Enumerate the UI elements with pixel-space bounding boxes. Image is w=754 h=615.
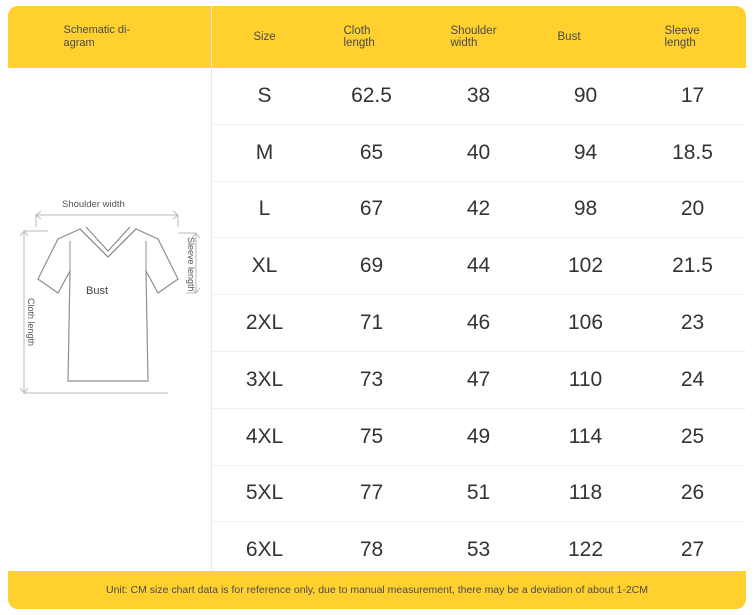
header-cell-shoulder-width bbox=[425, 6, 532, 68]
cell-cloth-length: 71 bbox=[359, 311, 384, 335]
shirt-schematic bbox=[18, 193, 208, 473]
header-label-cloth-line1: Cloth bbox=[343, 25, 371, 37]
cell-sleeve-length: 17 bbox=[680, 83, 705, 107]
diagram-label-shoulder-width: Shoulder width bbox=[62, 199, 125, 210]
cell-sleeve-length: 23 bbox=[680, 311, 705, 335]
table-row bbox=[211, 238, 746, 295]
cell-bust: 94 bbox=[573, 140, 598, 164]
cell-cloth-length: 73 bbox=[359, 367, 384, 391]
header-label-sleeve-length bbox=[665, 25, 721, 49]
cell-size: L bbox=[258, 197, 271, 221]
diagram-label-bust: Bust bbox=[86, 285, 109, 297]
cell-size: S bbox=[257, 83, 272, 107]
cell-cloth-length: 69 bbox=[359, 254, 384, 278]
table-row bbox=[211, 68, 746, 125]
cell-shoulder-width: 53 bbox=[466, 538, 491, 562]
header-cell-size bbox=[211, 6, 318, 68]
cell-shoulder-width: 51 bbox=[466, 481, 491, 505]
cell-cloth-length: 75 bbox=[359, 424, 384, 448]
cell-cloth-length: 78 bbox=[359, 538, 384, 562]
cell-sleeve-length: 21.5 bbox=[672, 254, 713, 278]
cell-size: 2XL bbox=[245, 311, 284, 335]
cell-bust: 98 bbox=[573, 197, 598, 221]
cell-bust: 118 bbox=[568, 481, 603, 505]
table-row bbox=[211, 466, 746, 523]
header-label-size: Size bbox=[253, 31, 276, 43]
cell-shoulder-width: 49 bbox=[466, 424, 491, 448]
header-label-sleeve-line1: Sleeve bbox=[664, 25, 700, 37]
cell-cloth-length: 77 bbox=[359, 481, 384, 505]
schematic-diagram-label: Schematic di-agram bbox=[63, 24, 131, 49]
cell-bust: 110 bbox=[568, 367, 603, 391]
cell-size: 4XL bbox=[245, 424, 284, 448]
table-row bbox=[211, 182, 746, 239]
cell-sleeve-length: 27 bbox=[680, 538, 705, 562]
table-row bbox=[211, 125, 746, 182]
cell-sleeve-length: 26 bbox=[680, 481, 705, 505]
shirt-diagram-svg bbox=[18, 193, 208, 473]
cell-sleeve-length: 25 bbox=[680, 424, 705, 448]
schematic-diagram-header bbox=[8, 6, 211, 68]
cell-bust: 90 bbox=[573, 83, 598, 107]
cell-bust: 106 bbox=[567, 311, 604, 335]
table-header-row bbox=[211, 6, 746, 68]
cell-shoulder-width: 40 bbox=[466, 140, 491, 164]
header-label-cloth-length bbox=[344, 25, 400, 49]
cell-bust: 122 bbox=[567, 538, 604, 562]
cell-size: 3XL bbox=[245, 367, 284, 391]
diagram-label-cloth-length: Cloth length bbox=[26, 298, 36, 347]
cell-size: 5XL bbox=[245, 481, 284, 505]
cell-size: XL bbox=[251, 254, 278, 278]
cell-bust: 114 bbox=[568, 424, 603, 448]
footer-note: Unit: CM size chart data is for reference only, due to manual measurement, there may be a deviation of about 1-2CM bbox=[106, 584, 648, 596]
footer-band bbox=[8, 571, 746, 609]
header-label-shoulder-line1: Shoulder bbox=[450, 25, 497, 37]
cell-shoulder-width: 42 bbox=[466, 197, 491, 221]
table-row bbox=[211, 522, 746, 578]
cell-cloth-length: 67 bbox=[359, 197, 384, 221]
table-row bbox=[211, 295, 746, 352]
cell-size: M bbox=[255, 140, 274, 164]
header-cell-sleeve-length bbox=[639, 6, 746, 68]
diagram-area bbox=[8, 68, 211, 571]
table-row bbox=[211, 409, 746, 466]
cell-shoulder-width: 46 bbox=[466, 311, 491, 335]
table-row bbox=[211, 352, 746, 409]
cell-bust: 102 bbox=[567, 254, 604, 278]
diagram-label-sleeve-length: Sleeve length bbox=[186, 237, 196, 292]
header-label-cloth-line2: length bbox=[343, 37, 375, 49]
cell-cloth-length: 65 bbox=[359, 140, 384, 164]
cell-shoulder-width: 38 bbox=[466, 83, 491, 107]
cell-size: 6XL bbox=[245, 538, 284, 562]
cell-sleeve-length: 20 bbox=[680, 197, 705, 221]
size-table bbox=[211, 68, 746, 571]
header-label-shoulder-width bbox=[451, 25, 507, 49]
header-cell-cloth-length bbox=[318, 6, 425, 68]
header-label-shoulder-line2: width bbox=[450, 37, 478, 49]
header-cell-bust bbox=[532, 6, 639, 68]
header-label-bust: Bust bbox=[557, 31, 581, 43]
cell-sleeve-length: 18.5 bbox=[672, 140, 713, 164]
header-label-sleeve-line2: length bbox=[664, 37, 696, 49]
cell-cloth-length: 62.5 bbox=[351, 83, 392, 107]
cell-shoulder-width: 44 bbox=[466, 254, 491, 278]
cell-shoulder-width: 47 bbox=[466, 367, 491, 391]
cell-sleeve-length: 24 bbox=[680, 367, 705, 391]
